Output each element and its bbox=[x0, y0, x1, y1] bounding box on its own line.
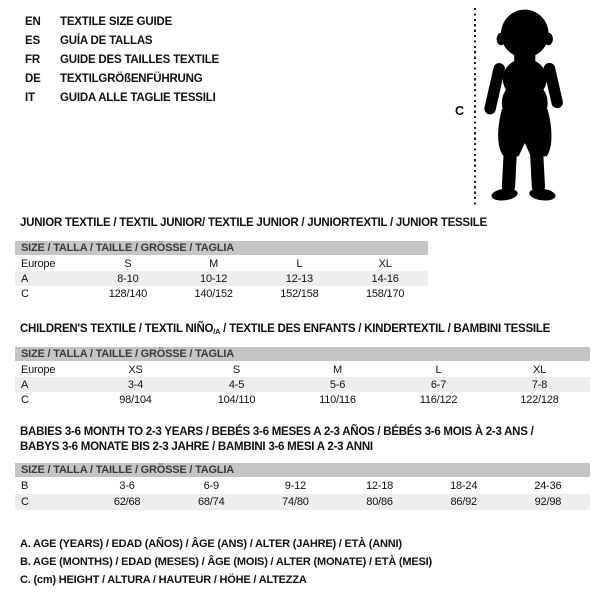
lang-row-es bbox=[25, 32, 219, 51]
legend-line-a: A. AGE (YEARS) / EDAD (AÑOS) / ÂGE (ANS) / ALTER (JAHRE) / ETÀ (ANNI) bbox=[20, 538, 402, 550]
size-cell: 3-6 bbox=[119, 480, 135, 492]
row-label: B bbox=[21, 480, 29, 492]
size-cell: XL bbox=[532, 363, 547, 376]
table-row bbox=[15, 362, 590, 377]
size-cell: 4-5 bbox=[228, 378, 245, 391]
size-cell: S bbox=[124, 257, 132, 270]
row-label: Europe bbox=[21, 363, 56, 376]
language-title-list bbox=[25, 13, 219, 108]
size-cell: 128/140 bbox=[108, 287, 148, 300]
lang-row-de bbox=[25, 70, 219, 89]
table-row bbox=[15, 377, 590, 392]
lang-label: TEXTILE SIZE GUIDE bbox=[60, 16, 173, 28]
size-cell: S bbox=[232, 363, 241, 376]
size-cell: 152/158 bbox=[280, 287, 319, 300]
row-label: C bbox=[21, 287, 29, 300]
size-cell: 68/74 bbox=[197, 496, 225, 508]
lang-code: EN bbox=[25, 16, 41, 28]
size-cell: 12-18 bbox=[365, 480, 394, 492]
title-part: CHILDREN'S TEXTILE / TEXTIL NIÑO bbox=[20, 323, 214, 335]
title-part: / TEXTILE DES ENFANTS / KINDERTEXTIL / BAMBINI TESSILE bbox=[220, 323, 551, 335]
table-row bbox=[15, 256, 428, 271]
row-label: C bbox=[21, 496, 29, 508]
size-table-header: SIZE / TALLA / TAILLE / GRÖSSE / TAGLIA bbox=[15, 463, 590, 478]
children-size-table bbox=[15, 347, 590, 407]
size-cell: 92/98 bbox=[534, 496, 562, 508]
height-measure-dotted-line bbox=[474, 8, 476, 207]
size-cell: 9-12 bbox=[284, 480, 306, 492]
size-cell: 6-7 bbox=[430, 378, 447, 391]
size-cell: M bbox=[209, 257, 219, 270]
lang-label: TEXTILGRÖßENFÜHRUNG bbox=[60, 73, 203, 85]
lang-code: IT bbox=[25, 92, 35, 104]
size-cell: L bbox=[296, 257, 303, 270]
size-cell: 80/86 bbox=[366, 496, 393, 508]
size-cell: M bbox=[333, 363, 342, 376]
children-table-title bbox=[20, 322, 550, 340]
size-table-header: SIZE / TALLA / TAILLE / GRÖSSE / TAGLIA bbox=[15, 347, 590, 362]
lang-code: DE bbox=[25, 73, 41, 85]
babies-table-title bbox=[20, 425, 580, 454]
lang-code: FR bbox=[25, 54, 40, 66]
size-cell: 6-9 bbox=[203, 480, 219, 492]
row-label: Europe bbox=[21, 257, 56, 270]
baby-silhouette-icon bbox=[479, 7, 567, 207]
size-cell: XS bbox=[128, 363, 143, 376]
size-cell: 74/80 bbox=[282, 496, 309, 508]
size-cell: 18-24 bbox=[450, 480, 478, 492]
size-table-header: SIZE / TALLA / TAILLE / GRÖSSE / TAGLIA bbox=[15, 241, 428, 256]
lang-code: ES bbox=[25, 35, 40, 47]
table-row bbox=[15, 478, 590, 494]
size-cell: 7-8 bbox=[531, 378, 548, 391]
lang-row-fr bbox=[25, 51, 219, 70]
height-measure-label: C bbox=[455, 104, 465, 118]
size-cell: 3-4 bbox=[127, 378, 144, 391]
title-line: BABIES 3-6 MONTH TO 2-3 YEARS / BEBÉS 3-6 MESES A 2-3 AÑOS / BÉBÉS 3-6 MOIS À 2-3 ANS / bbox=[20, 426, 534, 438]
title-line: BABYS 3-6 MONATE BIS 2-3 JAHRE / BAMBINI 3-6 MESI A 2-3 ANNI bbox=[20, 440, 373, 453]
size-cell: 24-36 bbox=[534, 480, 562, 492]
measurement-legend bbox=[20, 535, 432, 589]
size-cell: 122/128 bbox=[520, 393, 559, 406]
size-cell: 140/152 bbox=[194, 287, 233, 300]
size-cell: 14-16 bbox=[371, 272, 399, 285]
size-cell: 158/170 bbox=[365, 287, 405, 300]
lang-label: GUÍA DE TALLAS bbox=[60, 35, 153, 47]
row-label: A bbox=[21, 272, 29, 285]
legend-line-b: B. AGE (MONTHS) / EDAD (MESES) / ÂGE (MOIS) / ALTER (MONATE) / ETÀ (MESI) bbox=[20, 556, 432, 568]
babies-size-table bbox=[15, 463, 590, 510]
size-cell: L bbox=[435, 363, 442, 376]
legend-line-c: C. (cm) HEIGHT / ALTURA / HAUTEUR / HÖHE / ALTEZZA bbox=[20, 574, 307, 586]
lang-row-it bbox=[25, 89, 219, 108]
junior-table-title: JUNIOR TEXTILE / TEXTIL JUNIOR/ TEXTILE JUNIOR / JUNIORTEXTIL / JUNIOR TESSILE bbox=[20, 217, 487, 229]
size-cell: XL bbox=[378, 257, 392, 270]
size-cell: 116/122 bbox=[419, 393, 458, 406]
junior-size-table bbox=[15, 241, 428, 301]
row-label: C bbox=[21, 393, 29, 406]
size-cell: 5-6 bbox=[329, 378, 346, 391]
table-row bbox=[15, 392, 590, 407]
size-cell: 12-13 bbox=[285, 272, 313, 285]
lang-label: GUIDA ALLE TAGLIE TESSILI bbox=[60, 92, 216, 104]
row-label: A bbox=[21, 378, 29, 391]
size-cell: 62/68 bbox=[113, 496, 141, 508]
lang-label: GUIDE DES TAILLES TEXTILE bbox=[60, 54, 219, 66]
size-cell: 104/110 bbox=[217, 393, 256, 406]
size-cell: 86/92 bbox=[450, 496, 477, 508]
table-row bbox=[15, 494, 590, 510]
size-cell: 8-10 bbox=[117, 272, 139, 285]
size-cell: 110/116 bbox=[319, 393, 356, 406]
table-row bbox=[15, 271, 428, 286]
size-cell: 10-12 bbox=[200, 272, 228, 285]
lang-row-en bbox=[25, 13, 219, 32]
title-subscript: /A bbox=[213, 327, 221, 336]
table-row bbox=[15, 286, 428, 301]
size-cell: 98/104 bbox=[119, 393, 152, 406]
